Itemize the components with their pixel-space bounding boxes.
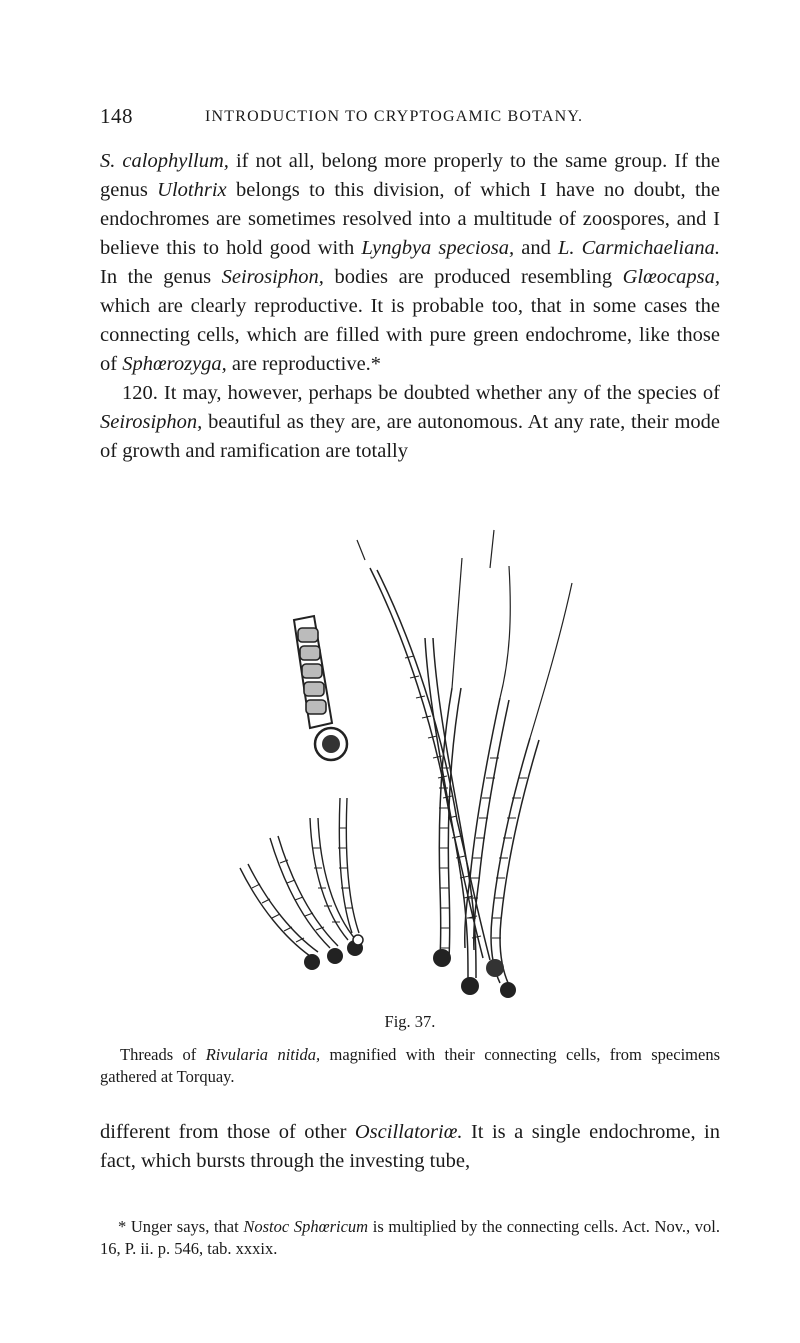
text-run-2: beautiful as they are, are autonomous. At any rate, their mode of growth and ramification are totally: [100, 411, 720, 462]
figure-rivularia-threads: [200, 528, 620, 1008]
text-run-13: are reproductive.*: [226, 353, 382, 375]
italic-term-1: Rivularia nitida,: [205, 1045, 321, 1064]
text-run-7: In the genus: [100, 266, 222, 288]
figure-label: Fig. 37.: [384, 1012, 436, 1031]
text-run-0: * Unger says, that: [118, 1217, 244, 1236]
running-head: [100, 104, 720, 134]
figure-illustration: [200, 528, 620, 1008]
footnote: [100, 1216, 720, 1260]
paragraph-2: [100, 379, 720, 466]
italic-term-12: Sphœrozyga,: [122, 353, 227, 375]
thread-segment-upper-left: [294, 616, 347, 760]
text-run-1: if not all, belong more properly to the same group. If the genus: [100, 150, 720, 201]
text-run-0: Threads of: [120, 1045, 206, 1064]
long-threads: [370, 568, 539, 985]
heterocysts-long: [433, 949, 516, 998]
text-run-5: and: [514, 237, 558, 259]
text-run-2: is multiplied by the connecting cells. Act. Nov., vol. 16, P. ii. p. 546, tab. xxxix.: [100, 1217, 720, 1258]
italic-term-0: S. calophyllum,: [100, 150, 229, 172]
text-run-3: belongs to this division, of which I have no doubt, the endochromes are sometimes resolved into a multitude of zoospores, and I believe this to hold good with: [100, 179, 720, 259]
paragraph-3: [100, 1118, 720, 1176]
italic-term-1: Nostoc Sphœricum: [243, 1217, 369, 1236]
italic-term-2: Ulothrix: [157, 179, 227, 201]
italic-term-1: Oscillatoriœ.: [354, 1121, 463, 1143]
text-run-9: bodies are produced resembling: [323, 266, 623, 288]
figure-caption: [100, 1044, 720, 1088]
page-number: 148: [100, 104, 133, 128]
running-title: INTRODUCTION TO CRYPTOGAMIC BOTANY.: [205, 108, 584, 125]
text-run-0: 120. It may, however, perhaps be doubted whether any of the species of: [122, 382, 720, 404]
body-text-bottom: [100, 1118, 720, 1176]
paragraph-1: [100, 147, 720, 379]
text-run-2: magnified with their connecting cells, from specimens gathered at Torquay.: [100, 1045, 720, 1086]
italic-term-4: Lyngbya speciosa,: [361, 237, 515, 259]
italic-term-1: Seirosiphon,: [100, 411, 203, 433]
italic-term-8: Seirosiphon,: [221, 266, 324, 288]
text-run-11: which are clearly reproductive. It is probable too, that in some cases the connecting cells, which are filled with pure green endochrome, like those of: [100, 295, 720, 375]
text-run-2: It is a single endochrome, in fact, which bursts through the investing tube,: [100, 1121, 720, 1172]
thread-tips: [357, 530, 572, 738]
short-threads: [240, 798, 359, 956]
thread-cells: [405, 656, 527, 948]
italic-term-6: L. Carmichaeliana.: [557, 237, 720, 259]
heterocysts-short: [304, 935, 363, 970]
text-run-0: different from those of other: [100, 1121, 355, 1143]
italic-term-10: Glœocapsa,: [622, 266, 720, 288]
body-text-top: [100, 147, 720, 466]
